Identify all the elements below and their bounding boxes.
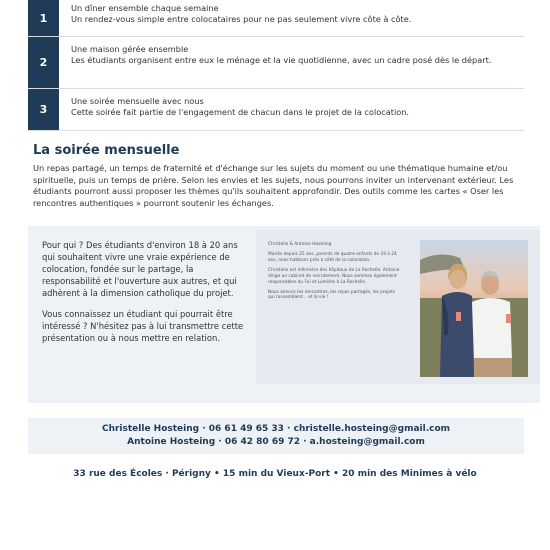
contact-christelle: Christelle Hosteing · 06 61 49 65 33 · christelle.hosteing@gmail.com xyxy=(101,424,451,434)
bio-paragraph: Nous aimons les rencontres, les repas partagés, les projets qui rassemblent... et la vie ! xyxy=(268,289,396,301)
step-number: 3 xyxy=(28,89,59,130)
audience-text xyxy=(42,240,252,354)
step-1 xyxy=(28,0,524,37)
contact-block xyxy=(28,418,524,454)
bio-paragraph: Christelle est infirmière des hôpitaux de La Rochelle. Antoine dirige un cabinet de recrutement. Nous sommes également responsables du Foi et Lumière à La Rochelle. xyxy=(268,267,400,285)
step-3 xyxy=(28,89,524,131)
step-title: Une soirée mensuelle avec nous xyxy=(71,96,204,106)
step-text: Un rendez-vous simple entre colocataires pour ne pas seulement vivre côte à côte. xyxy=(71,14,412,25)
audience-card xyxy=(28,226,540,403)
hosts-photo-illustration xyxy=(420,240,528,377)
steps-list xyxy=(28,0,524,131)
step-content xyxy=(59,89,409,130)
step-text: Cette soirée fait partie de l'engagement de chacun dans le projet de la colocation. xyxy=(71,107,410,118)
step-content xyxy=(59,0,411,36)
contact-antoine: Antoine Hosteing · 06 42 80 69 72 · a.hosteing@gmail.com xyxy=(127,436,425,447)
step-number: 1 xyxy=(28,0,59,36)
hosts-bio xyxy=(268,242,403,305)
hosts-photo xyxy=(420,240,528,377)
section-intro: Un repas partagé, un temps de fraternité et d'échange sur les sujets du moment ou une thématique humaine et/ou spirituelle, puis un temps de prière. Selon les envies et les sujets, nous pourrons inviter un intervenant extérieur. Les étudiants pourront aussi proposer les thèmes qu'ils souhaitent approfondir. Des outils comme les cartes « Oser les rencontres authentiques » pourront soutenir les échanges. xyxy=(33,163,514,208)
step-2 xyxy=(28,37,524,89)
step-number: 2 xyxy=(28,37,59,88)
section-title: La soirée mensuelle xyxy=(33,143,180,158)
step-content xyxy=(59,37,491,88)
step-text: Les étudiants organisent entre eux le ménage et la vie quotidienne, avec un cadre posé dès le départ. xyxy=(71,55,492,66)
step-title: Un dîner ensemble chaque semaine xyxy=(71,3,219,13)
bio-title: Christelle & Antoine Hosteing xyxy=(268,242,332,247)
address-line: 33 rue des Écoles · Périgny • 15 min du Vieux-Port • 20 min des Minimes à vélo xyxy=(73,469,477,479)
bio-paragraph: Mariés depuis 25 ans, parents de quatre enfants de 19 à 24 ans, nous habitons près à côté de la colocation. xyxy=(268,251,397,263)
referral-paragraph: Vous connaissez un étudiant qui pourrait être intéressé ? N'hésitez pas à lui transmettre cette présentation ou à nous mettre en relation. xyxy=(42,309,244,343)
hosts-panel xyxy=(256,230,540,384)
audience-paragraph: Pour qui ? Des étudiants d'environ 18 à 20 ans qui souhaitent vivre une vraie expérience de colocation, fondée sur le partage, la responsabilité et l'ouverture aux autres, et qui adhèrent à la dimension catholique du projet. xyxy=(42,240,238,298)
step-title: Une maison gérée ensemble xyxy=(71,44,189,54)
